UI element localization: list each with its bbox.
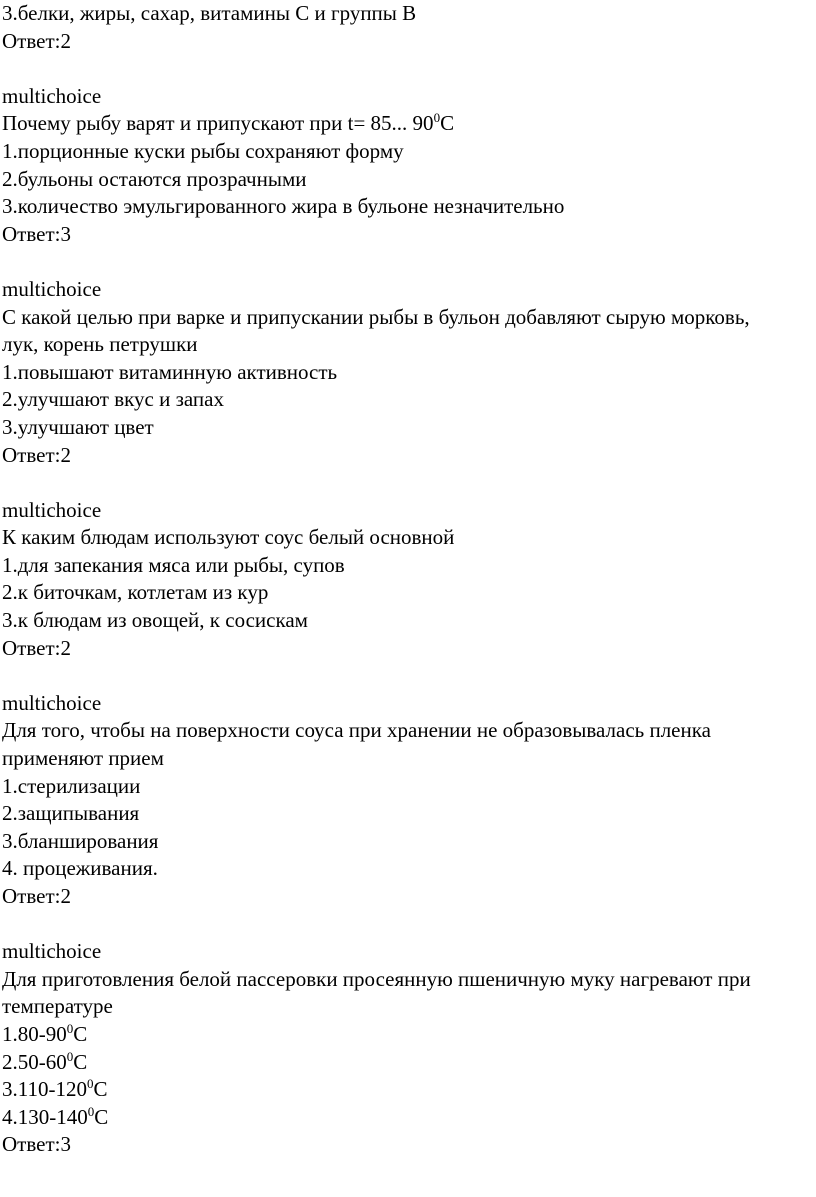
spacer <box>2 911 814 939</box>
question-type: multichoice <box>2 276 102 301</box>
question-block-1 <box>2 83 814 249</box>
question-text-line-1: Для приготовления белой пассеровки просеянную пшеничную муку нагревают при <box>2 966 751 991</box>
question-text-line-2: температуре <box>2 994 113 1019</box>
question-block-2 <box>2 276 814 469</box>
option-text: $1.80-90^0С$ <box>2 1020 88 1046</box>
spacer <box>2 662 814 690</box>
question-block-3 <box>2 497 814 663</box>
answer-text: Ответ:3 <box>2 221 71 246</box>
option-text: 3.к блюдам из овощей, к сосискам <box>2 608 308 633</box>
question-block-4 <box>2 690 814 911</box>
spacer <box>2 469 814 497</box>
option-text: 3.белки, жиры, сахар, витамины С и группы В <box>2 1 417 25</box>
option-text: 1.для запекания мяса или рыбы, супов <box>2 552 345 577</box>
answer-text: Ответ:3 <box>2 1132 71 1157</box>
option-text: 2.улучшают вкус и запах <box>2 387 224 412</box>
question-type: multichoice <box>2 497 102 522</box>
question-text-line-2: лук, корень петрушки <box>2 332 198 357</box>
answer-text: Ответ:2 <box>2 884 71 908</box>
option-text: 1.стерилизации <box>2 773 141 798</box>
option-text: 2.бульоны остаются прозрачными <box>2 166 307 191</box>
question-text-line-2: применяют прием <box>2 746 164 771</box>
option-text: $3.110-120^0С$ <box>2 1076 108 1102</box>
option-text: $4.130-140^0С$ <box>2 1103 109 1129</box>
spacer <box>2 55 814 83</box>
option-text: 1.повышают витаминную активность <box>2 359 338 384</box>
option-text: 3.количество эмульгированного жира в бульоне незначительно <box>2 194 565 219</box>
question-text-line-1: С какой целью при варке и припускании рыбы в бульон добавляют сырую морковь, <box>2 304 750 329</box>
question-text: Почему рыбу варят и припускают при t= 85... $90^0С$ <box>2 110 455 136</box>
question-text: К каким блюдам используют соус белый основной <box>2 525 455 550</box>
question-type: multichoice <box>2 83 102 108</box>
option-text: 4. процеживания. <box>2 856 158 881</box>
intro-block <box>2 0 814 55</box>
spacer <box>2 248 814 276</box>
option-text: 3.улучшают цвет <box>2 414 154 439</box>
option-text: 1.порционные куски рыбы сохраняют форму <box>2 138 404 163</box>
answer-text: Ответ:2 <box>2 635 71 660</box>
option-text: 3.бланширования <box>2 828 159 853</box>
question-text-line-1: Для того, чтобы на поверхности соуса при хранении не образовывалась пленка <box>2 718 711 743</box>
answer-text: Ответ:2 <box>2 28 71 53</box>
option-text: $2.50-60^0С$ <box>2 1048 88 1074</box>
option-text: 2.к биточкам, котлетам из кур <box>2 580 269 605</box>
option-text: 2.защипывания <box>2 801 140 826</box>
question-type: multichoice <box>2 939 102 964</box>
question-block-5 <box>2 938 814 1159</box>
document-page <box>2 0 814 1159</box>
answer-text: Ответ:2 <box>2 442 71 467</box>
question-type: multichoice <box>2 690 102 715</box>
